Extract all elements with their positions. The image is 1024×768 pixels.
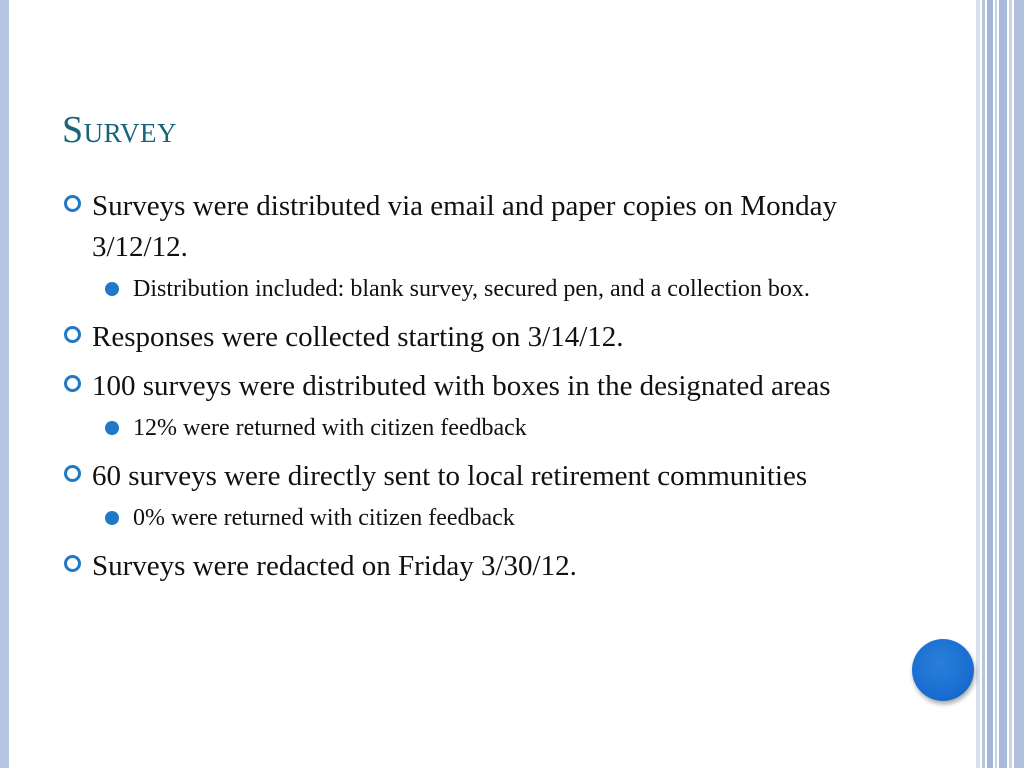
right-stripes (976, 0, 1024, 768)
bullet-item (62, 366, 922, 407)
sub-bullet-item (62, 272, 922, 307)
stripe (995, 0, 997, 768)
bullet-text: Surveys were distributed via email and paper copies on Monday 3/12/12. (92, 190, 837, 263)
bullet-text: 100 surveys were distributed with boxes in the designated areas (92, 370, 831, 402)
left-border (0, 0, 9, 768)
bullet-list (62, 186, 922, 595)
stripe (999, 0, 1007, 768)
bullet-item (62, 186, 922, 268)
bullet-item (62, 456, 922, 497)
sub-bullet-text: 12% were returned with citizen feedback (133, 415, 527, 441)
dot-bullet-icon (105, 282, 119, 296)
stripe (982, 0, 985, 768)
bullet-item (62, 317, 922, 358)
ring-bullet-icon (64, 465, 81, 482)
bullet-text: Responses were collected starting on 3/14/12. (92, 321, 624, 353)
ring-bullet-icon (64, 326, 81, 343)
stripe (1014, 0, 1024, 768)
dot-bullet-icon (105, 421, 119, 435)
sub-bullet-item (62, 501, 922, 536)
sub-bullet-text: Distribution included: blank survey, secured pen, and a collection box. (133, 276, 810, 302)
stripe (976, 0, 980, 768)
dot-bullet-icon (105, 511, 119, 525)
ring-bullet-icon (64, 555, 81, 572)
stripe (1009, 0, 1012, 768)
bullet-text: Surveys were redacted on Friday 3/30/12. (92, 550, 577, 582)
bullet-item (62, 546, 922, 587)
ring-bullet-icon (64, 195, 81, 212)
blue-circle-icon (912, 639, 974, 701)
stripe (987, 0, 993, 768)
slide-title: Survey (62, 109, 177, 151)
sub-bullet-item (62, 411, 922, 446)
bullet-text: 60 surveys were directly sent to local retirement communities (92, 460, 808, 492)
sub-bullet-text: 0% were returned with citizen feedback (133, 505, 515, 531)
ring-bullet-icon (64, 375, 81, 392)
